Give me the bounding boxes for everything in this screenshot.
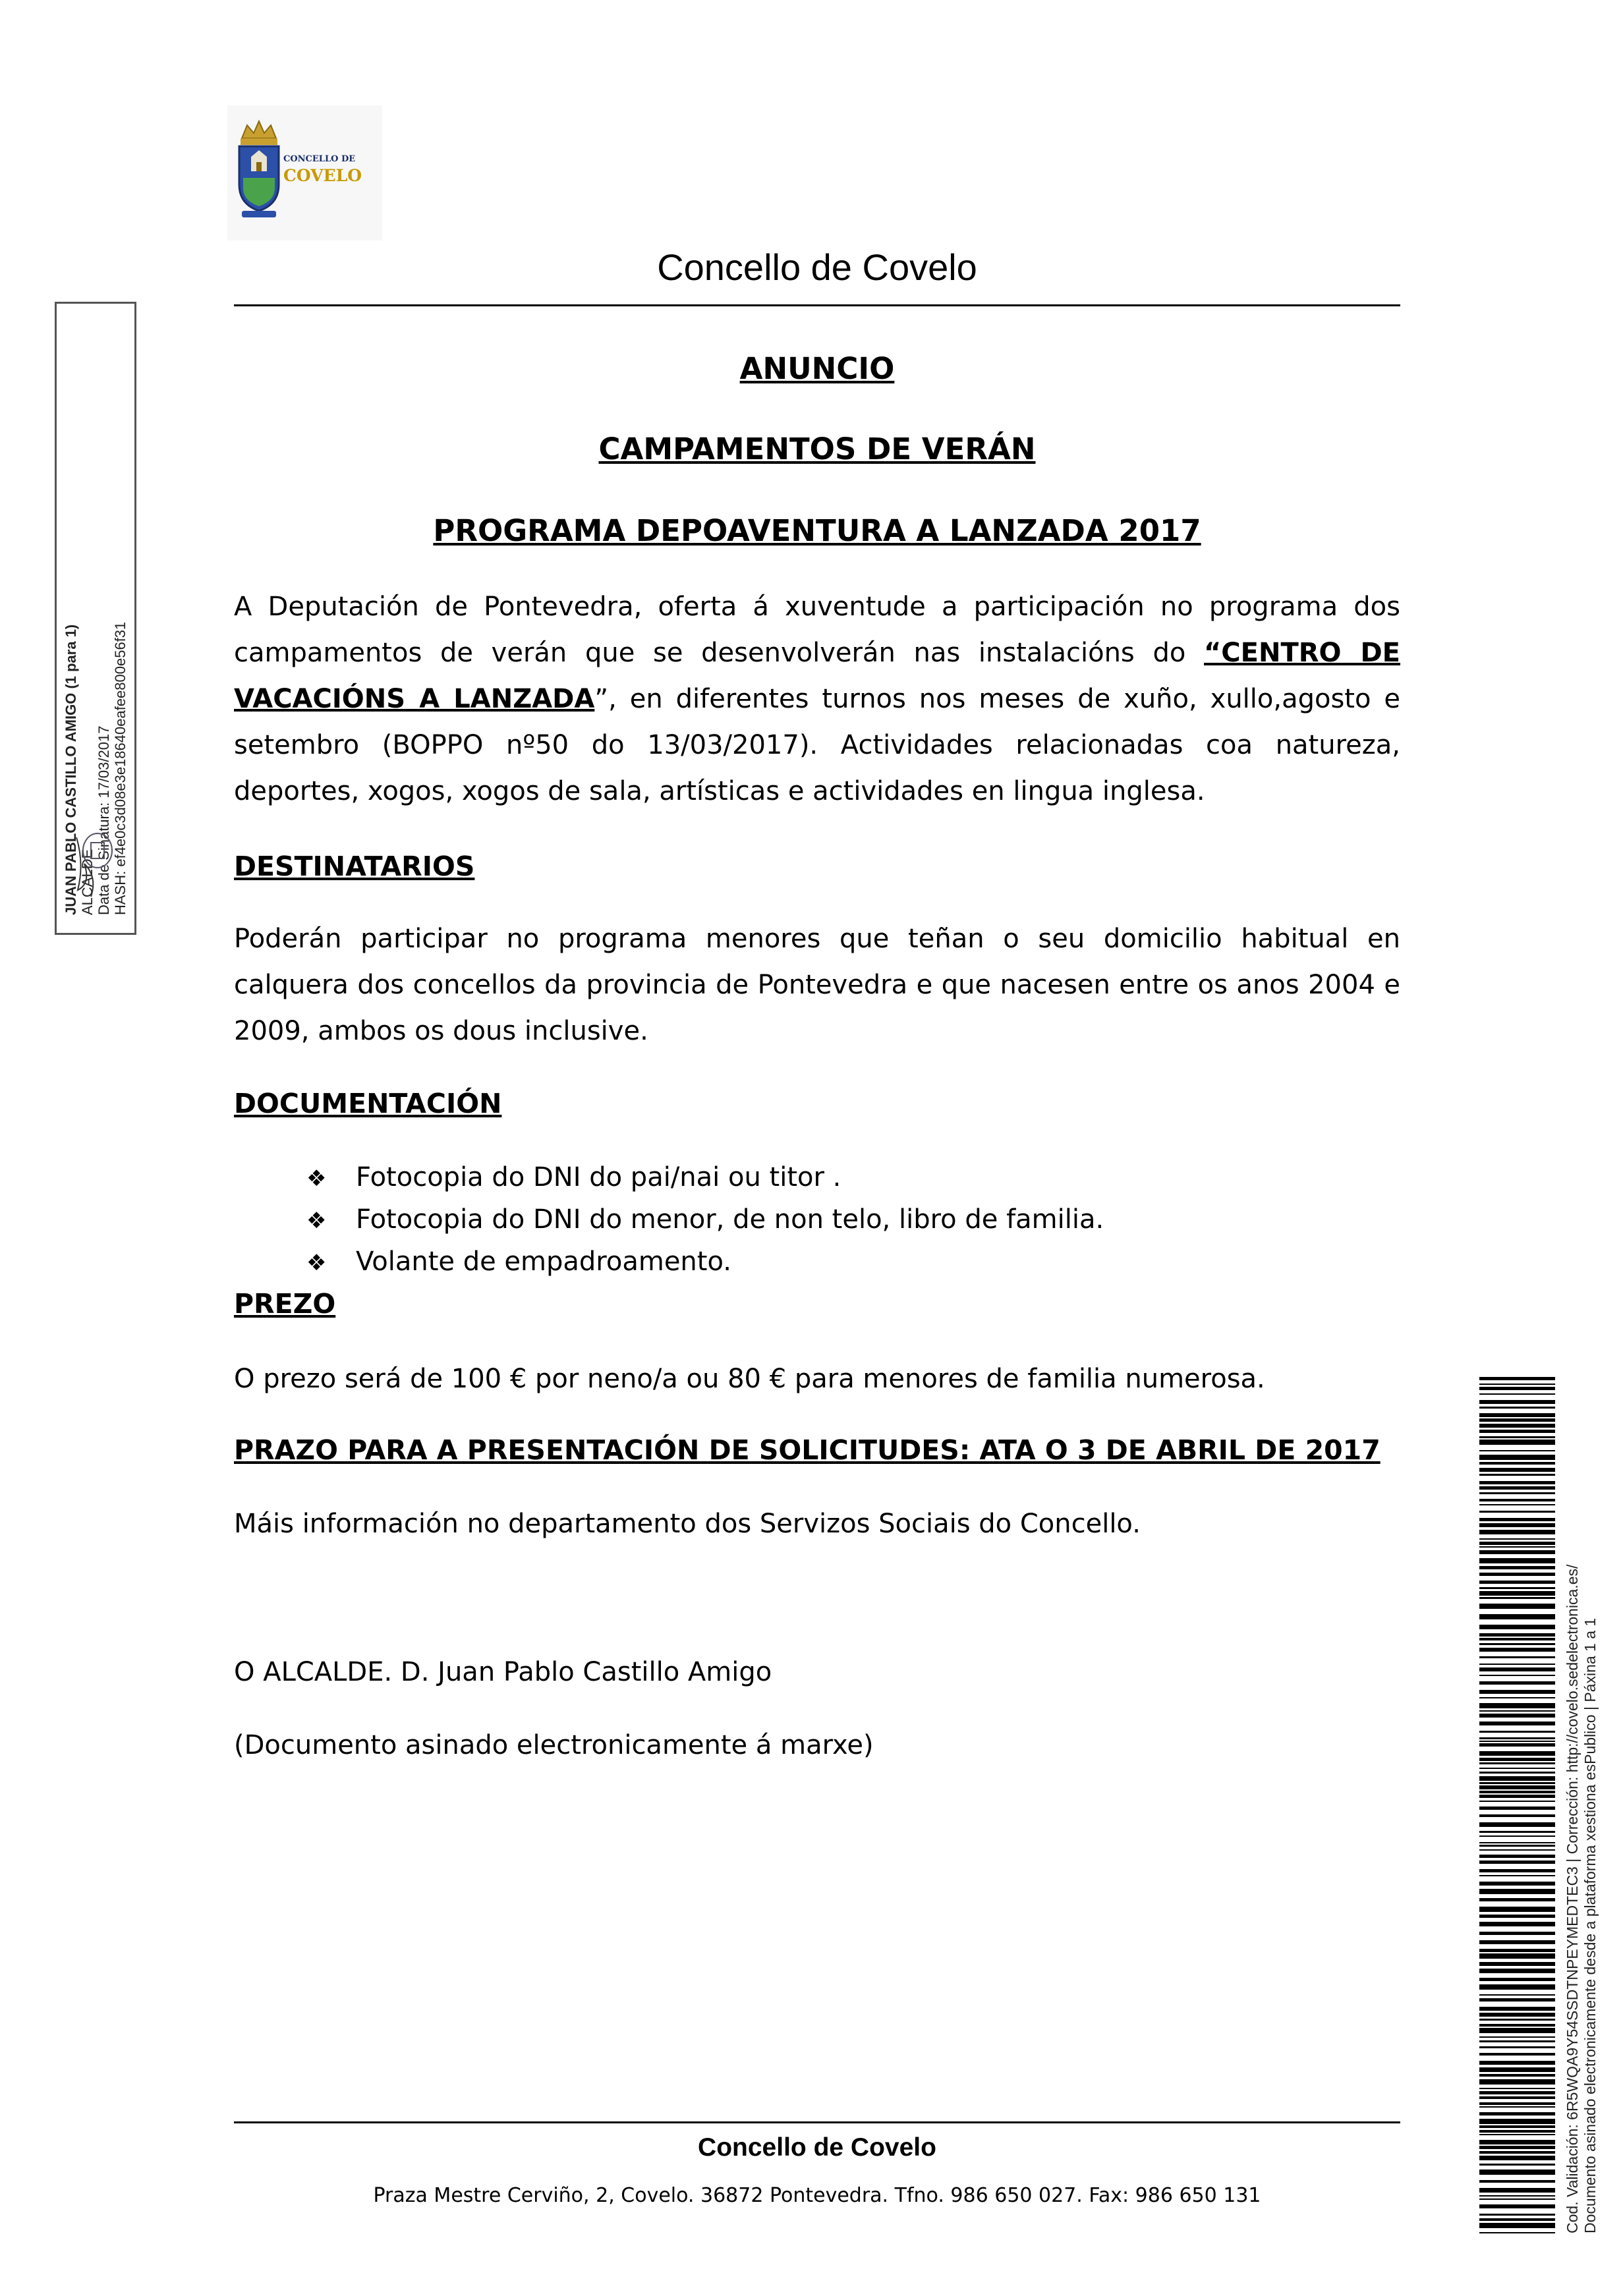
documentacion-list bbox=[306, 1156, 1104, 1283]
logo-text-main: COVELO bbox=[283, 166, 362, 185]
signature-note: (Documento asinado electronicamente á marxe) bbox=[234, 1730, 874, 1760]
section-title-prezo: PREZO bbox=[234, 1288, 336, 1320]
heading-anuncio: ANUNCIO bbox=[739, 351, 895, 386]
heading-campamentos: CAMPAMENTOS DE VERÁN bbox=[598, 432, 1036, 466]
footer-divider bbox=[234, 2121, 1400, 2123]
logo-text-top: CONCELLO DE bbox=[283, 154, 356, 164]
signature-hash: HASH: ef4e0c3d08e3e18640eafee800e56f31 bbox=[112, 621, 128, 915]
footer-address: Praza Mestre Cerviño, 2, Covelo. 36872 Pontevedra. Tfno. 986 650 027. Fax: 986 650 131 bbox=[373, 2184, 1261, 2207]
electronic-signature-box bbox=[55, 302, 136, 935]
diamond-bullet-icon: ❖ bbox=[306, 1208, 327, 1234]
list-item: ❖ Fotocopia do DNI do menor, de non telo, libro de familia. bbox=[306, 1198, 1104, 1241]
verification-text-block bbox=[1558, 1377, 1605, 2233]
signer-role: ALCALDE bbox=[79, 849, 96, 915]
section-title-prazo: PRAZO PARA A PRESENTACIÓN DE SOLICITUDES: ATA O 3 DE ABRIL DE 2017 bbox=[234, 1434, 1381, 1466]
destinatarios-paragraph: Poderán participar no programa menores que teñan o seu domicilio habitual en calquera dos concellos da provincia de Pontevedra e que nacesen entre os anos 2004 e 2009, ambos os dous inclusive. bbox=[234, 924, 1400, 1046]
intro-text-end: ”, en diferentes turnos nos meses de xuño, xullo,agosto e setembro (BOPPO nº50 do 13/03/2017). Actividades relacionadas coa natureza, deportes, xogos, xogos de sala, artísticas e actividades en lingua inglesa. bbox=[234, 684, 1401, 806]
intro-paragraph bbox=[234, 584, 1400, 814]
validation-code: Cod. Validación: 6R5WQA9Y54SSDTNPEYMEDTEC3 | Corrección: http://covelo.sedelectronica.es/ bbox=[1564, 1564, 1581, 2233]
prezo-text: O prezo será de 100 € por neno/a ou 80 € para menores de familia numerosa. bbox=[234, 1364, 1265, 1394]
list-item: ❖ Volante de empadroamento. bbox=[306, 1241, 1104, 1283]
diamond-bullet-icon: ❖ bbox=[306, 1165, 327, 1192]
signature-line: O ALCALDE. D. Juan Pablo Castillo Amigo bbox=[234, 1657, 772, 1687]
info-text: Máis información no departamento dos Servizos Sociais do Concello. bbox=[234, 1509, 1141, 1539]
list-item: ❖ Fotocopia do DNI do pai/nai ou titor . bbox=[306, 1156, 1104, 1198]
header-divider bbox=[234, 304, 1400, 306]
heading-programa: PROGRAMA DEPOAVENTURA A LANZADA 2017 bbox=[433, 513, 1201, 548]
section-title-documentacion: DOCUMENTACIÓN bbox=[234, 1088, 502, 1119]
intro-highlight: “CENTRO DE VACACIÓNS A LANZADA bbox=[234, 638, 1400, 714]
section-title-destinatarios: DESTINATARIOS bbox=[234, 851, 475, 882]
intro-text-start: A Deputación de Pontevedra, oferta á xuventude a participación no programa dos campamentos de verán que se desenvolverán nas instalacións do bbox=[234, 592, 1400, 668]
signing-platform-note: Documento asinado electronicamente desde a plataforma xestiona esPublico | Páxina 1 a 1 bbox=[1581, 1617, 1599, 2233]
validation-barcode bbox=[1479, 1377, 1555, 2233]
signature-date: Data de Sinatura: 17/03/2017 bbox=[96, 725, 112, 915]
concello-logo bbox=[227, 105, 382, 240]
signature-stamp-icon bbox=[71, 824, 117, 903]
diamond-bullet-icon: ❖ bbox=[306, 1250, 327, 1276]
page-title: Concello de Covelo bbox=[657, 246, 977, 288]
footer-title: Concello de Covelo bbox=[698, 2133, 936, 2162]
signer-name: JUAN PABLO CASTILLO AMIGO (1 para 1) bbox=[63, 624, 79, 915]
